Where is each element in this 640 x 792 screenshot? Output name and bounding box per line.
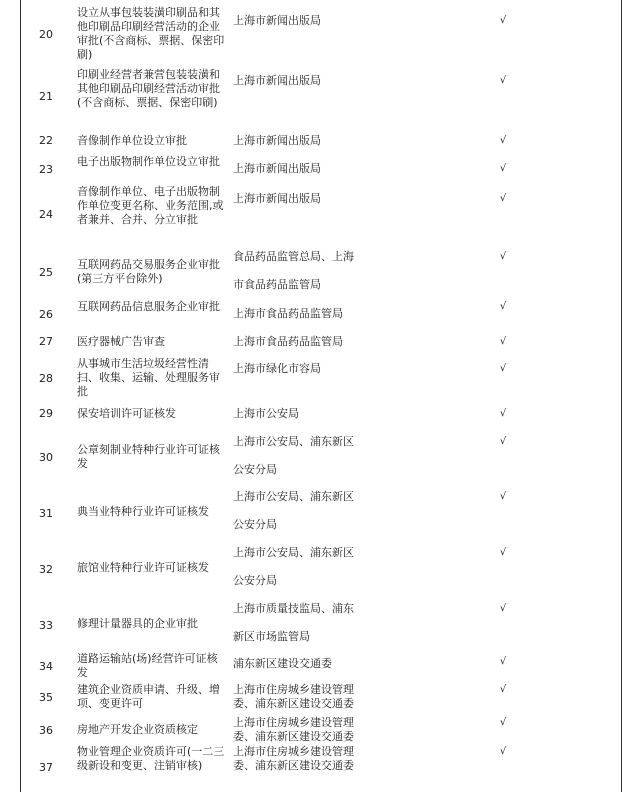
approval-item: 物业管理企业资质许可(一二三级新设和变更、注销审核): [77, 745, 225, 772]
department-line-1: 上海市公安局、浦东新区: [233, 546, 354, 559]
department-line-2: 委、浦东新区建设交通委: [233, 759, 354, 772]
check-mark: √: [499, 163, 507, 174]
row-number: 29: [39, 407, 53, 420]
approval-item: 典当业特种行业许可证核发: [77, 505, 209, 518]
approval-item: 建筑企业资质申请、升级、增项、变更许可: [77, 683, 220, 710]
row-number: 21: [39, 90, 53, 103]
row-number: 32: [39, 563, 53, 576]
check-mark: √: [499, 547, 507, 558]
department-line-2: 公安分局: [233, 463, 277, 476]
department-line-1: 上海市住房城乡建设管理: [233, 745, 354, 758]
approval-item: 房地产开发企业资质核定: [77, 723, 198, 736]
department: 上海市新闻出版局: [233, 162, 321, 175]
department: [233, 435, 373, 477]
row-number: 35: [39, 691, 53, 704]
check-mark: √: [499, 336, 507, 347]
department-line-1: 食品药品监管总局、上海: [233, 250, 354, 263]
department-line-1: 上海市公安局、浦东新区: [233, 435, 354, 448]
approval-item: 音像制作单位、电子出版物制作单位变更名称、业务范围,或者兼并、合并、分立审批: [77, 185, 224, 226]
approval-item: 修理计量器具的企业审批: [77, 617, 198, 630]
department: [233, 716, 373, 744]
department: [233, 683, 373, 711]
approval-item: 公章刻制业特种行业许可证核发: [77, 443, 220, 470]
check-mark: √: [499, 135, 507, 146]
row-number: 20: [39, 28, 53, 41]
check-mark: √: [499, 251, 507, 262]
approval-item: 印刷业经营者兼营包装装潢和其他印刷品印刷经营活动审批(不含商标、票据、保密印刷): [77, 68, 220, 109]
department-line-2: 市食品药品监管局: [233, 278, 321, 291]
row-number: 30: [39, 451, 53, 464]
row-number: 31: [39, 507, 53, 520]
department-line-2: 公安分局: [233, 518, 277, 531]
check-mark: √: [499, 436, 507, 447]
approval-item: 道路运输站(场)经营许可证核发: [77, 652, 218, 679]
approval-item: 互联网药品交易服务企业审批(第三方平台除外): [77, 258, 220, 285]
check-mark: √: [499, 75, 507, 86]
check-mark: √: [499, 656, 507, 667]
approval-item: 从事城市生活垃圾经营性清扫、收集、运输、处理服务审批: [77, 357, 220, 398]
row-number: 25: [39, 266, 53, 279]
row-number: 33: [39, 619, 53, 632]
row-number: 23: [39, 163, 53, 176]
check-mark: √: [499, 301, 507, 312]
check-mark: √: [499, 746, 507, 757]
check-mark: √: [499, 717, 507, 728]
department: 上海市绿化市容局: [233, 362, 321, 375]
row-number: 24: [39, 208, 53, 221]
approval-item: 医疗器械广告审查: [77, 335, 165, 348]
department: [233, 745, 373, 773]
approval-item: 旅馆业特种行业许可证核发: [77, 561, 209, 574]
check-mark: √: [499, 193, 507, 204]
row-number: 27: [39, 335, 53, 348]
department: 上海市新闻出版局: [233, 134, 321, 147]
department: 浦东新区建设交通委: [233, 657, 332, 670]
department-line-2: 新区市场监管局: [233, 630, 310, 643]
department-line-1: 上海市住房城乡建设管理: [233, 716, 354, 729]
check-mark: √: [499, 363, 507, 374]
department: 上海市食品药品监管局: [233, 307, 343, 320]
department-line-2: 公安分局: [233, 574, 277, 587]
row-number: 37: [39, 761, 53, 774]
department-line-2: 委、浦东新区建设交通委: [233, 730, 354, 743]
approval-item: 设立从事包装装潢印刷品和其他印刷品印刷经营活动的企业审批(不含商标、票据、保密印刷): [77, 6, 225, 61]
department: 上海市新闻出版局: [233, 74, 321, 87]
department-line-1: 上海市质量技监局、浦东: [233, 602, 354, 615]
department: [233, 490, 373, 532]
department: 上海市公安局: [233, 407, 299, 420]
department: 上海市食品药品监管局: [233, 335, 343, 348]
department-line-1: 上海市住房城乡建设管理: [233, 683, 354, 696]
department: [233, 546, 373, 588]
department: [233, 250, 373, 292]
department: [233, 602, 373, 644]
check-mark: √: [499, 491, 507, 502]
approval-item: 电子出版物制作单位设立审批: [77, 155, 220, 168]
check-mark: √: [499, 15, 507, 26]
row-number: 26: [39, 308, 53, 321]
check-mark: √: [499, 603, 507, 614]
row-number: 34: [39, 660, 53, 673]
row-number: 22: [39, 134, 53, 147]
department-line-1: 上海市公安局、浦东新区: [233, 490, 354, 503]
check-mark: √: [499, 408, 507, 419]
department-line-2: 委、浦东新区建设交通委: [233, 697, 354, 710]
department: 上海市新闻出版局: [233, 14, 321, 27]
check-mark: √: [499, 684, 507, 695]
row-number: 28: [39, 372, 53, 385]
row-number: 36: [39, 724, 53, 737]
approval-item: 保安培训许可证核发: [77, 407, 176, 420]
approval-item: 互联网药品信息服务企业审批: [77, 300, 220, 313]
approval-item: 音像制作单位设立审批: [77, 134, 187, 147]
department: 上海市新闻出版局: [233, 192, 321, 205]
